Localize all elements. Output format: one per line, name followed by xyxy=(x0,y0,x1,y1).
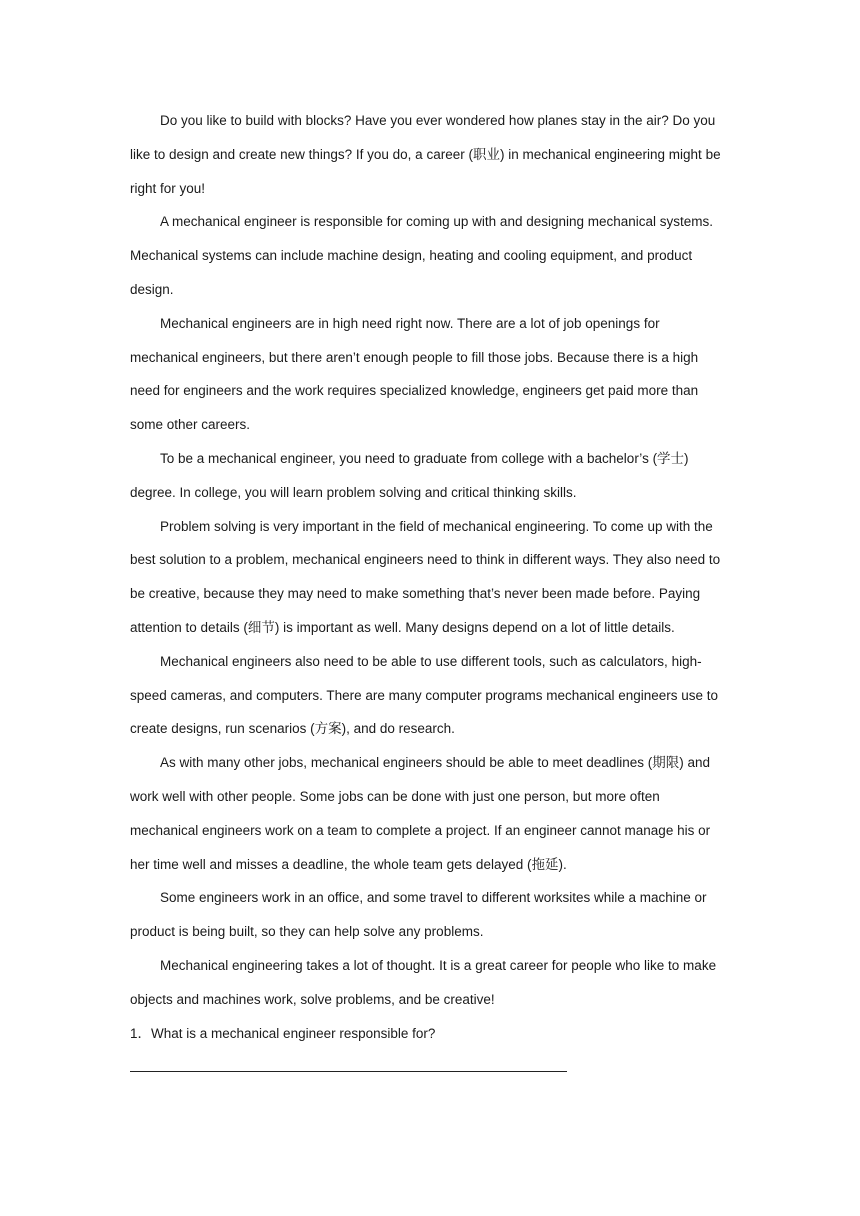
paragraph-intro: Do you like to build with blocks? Have you ever wondered how planes stay in the air? Do you like to design and create new things? If you do, a career (职业) in mechanical engineering might be right for you! xyxy=(130,113,721,196)
paragraph-conclusion: Mechanical engineering takes a lot of thought. It is a great career for people who like to make objects and machines work, solve problems, and be creative! xyxy=(130,957,717,1007)
paragraph-responsibility: A mechanical engineer is responsible for coming up with and designing mechanical systems. Mechanical systems can include machine design, heating and cooling equipment, and product design. xyxy=(130,214,714,297)
paragraph-teamwork: As with many other jobs, mechanical engineers should be able to meet deadlines (期限) and work well with other people. Some jobs can be done with just one person, but more often mechanical engineers work on a team to complete a project. If an engineer cannot manage his or her time well and misses a deadline, the whole team gets delayed (拖延). xyxy=(130,755,711,872)
paragraph-education: To be a mechanical engineer, you need to graduate from college with a bachelor’s (学士) degree. In college, you will learn problem solving and critical thinking skills. xyxy=(130,450,689,500)
answer-blank-1[interactable] xyxy=(130,1050,730,1084)
paragraph-worksites: Some engineers work in an office, and some travel to different worksites while a machine or product is being built, so they can help solve any problems. xyxy=(130,890,707,940)
paragraph-problem-solving: Problem solving is very important in the field of mechanical engineering. To come up with the best solution to a problem, mechanical engineers need to think in different ways. They also need to be creative, because they may need to make something that’s never been made before. Paying attention to details (细节) is important as well. Many designs depend on a lot of little details. xyxy=(130,518,721,635)
paragraph-tools: Mechanical engineers also need to be able to use different tools, such as calculators, high-speed cameras, and computers. There are many computer programs mechanical engineers use to create designs, run scenarios (方案), and do research. xyxy=(130,653,719,737)
paragraph-demand: Mechanical engineers are in high need right now. There are a lot of job openings for mechanical engineers, but there aren’t enough people to fill those jobs. Because there is a high need for engineers and the work requires specialized knowledge, engineers get paid more than some other careers. xyxy=(130,315,699,433)
answer-underline xyxy=(130,1071,567,1072)
question-1: 1．What is a mechanical engineer responsible for? xyxy=(130,1025,436,1041)
document-page xyxy=(130,104,730,1084)
